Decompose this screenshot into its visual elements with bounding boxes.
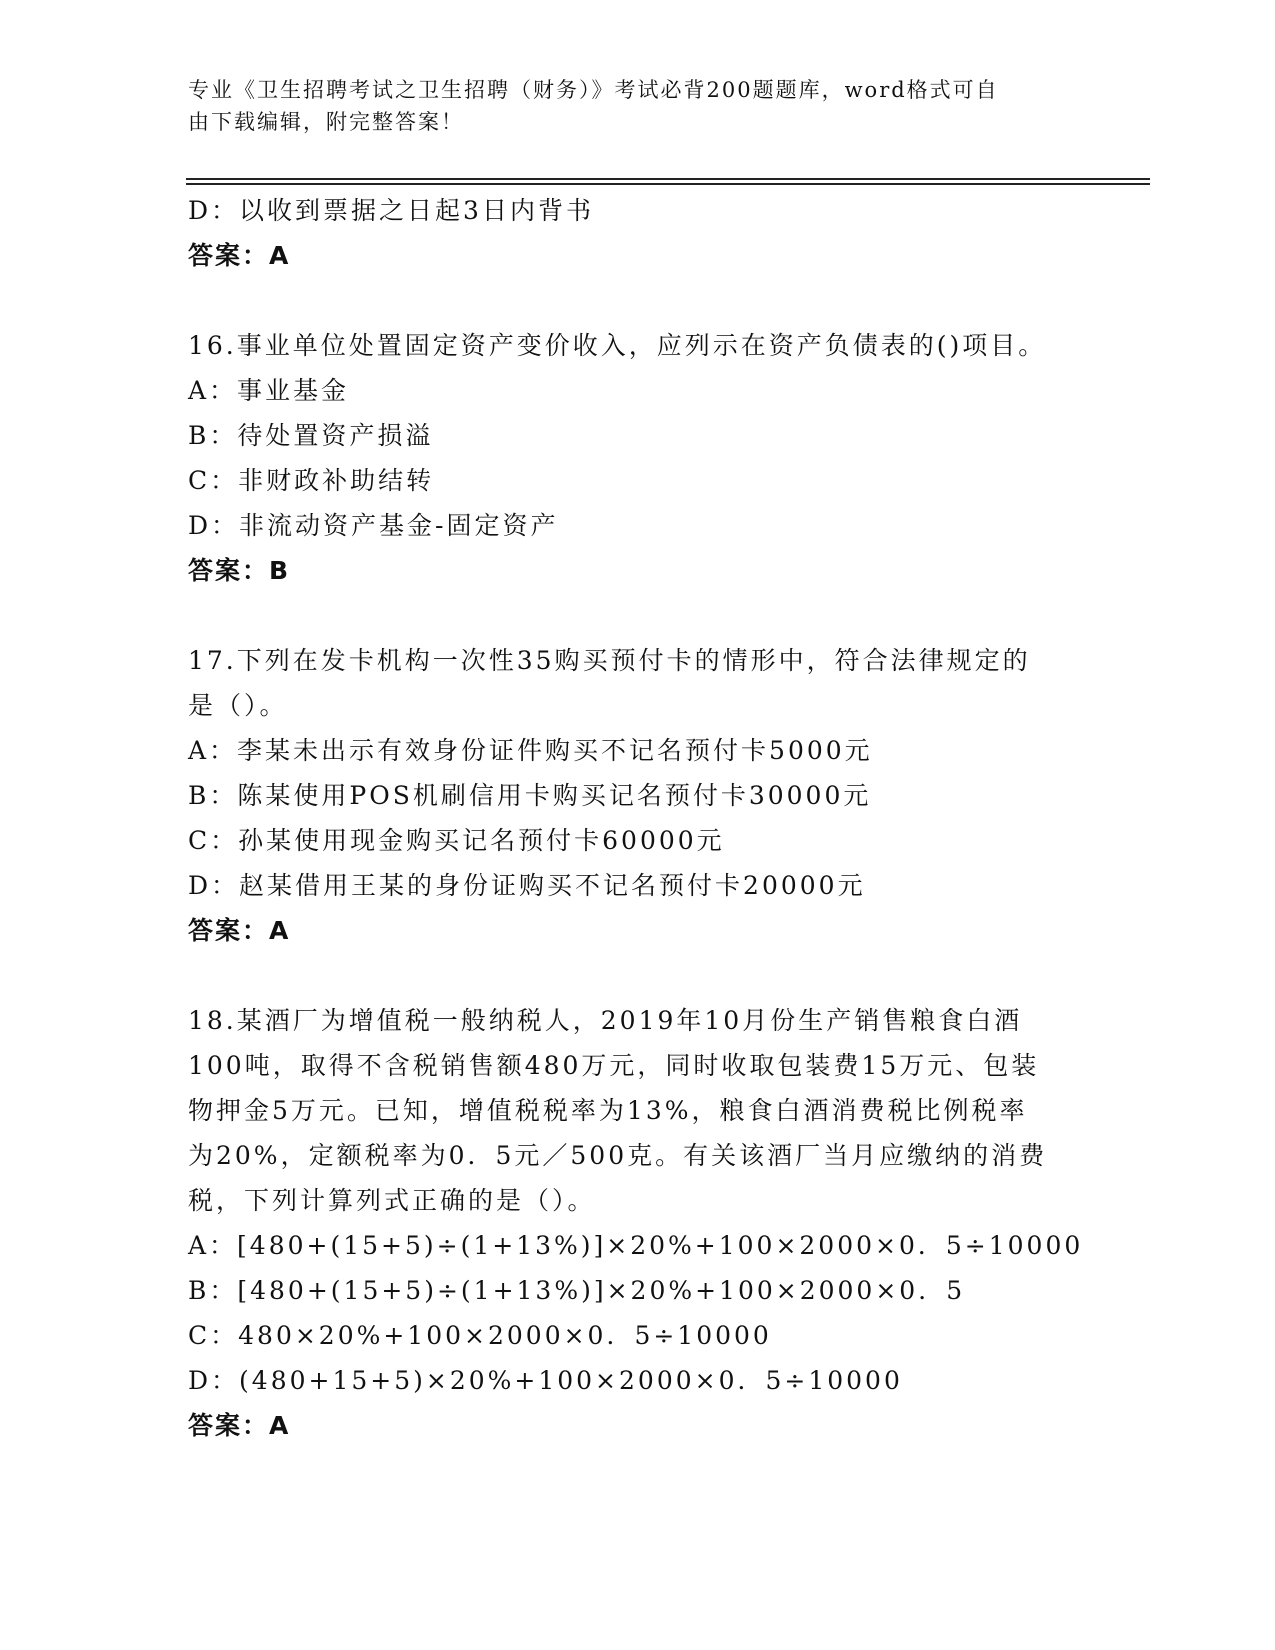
question-17 [188, 638, 1088, 953]
document-header [188, 74, 1068, 138]
option-a: A：事业基金 [188, 376, 350, 405]
question-stem-line-5: 税，下列计算列式正确的是（）。 [188, 1186, 596, 1215]
question-stem-line-1: 18.某酒厂为增值税一般纳税人，2019年10月份生产销售粮食白酒 [188, 1006, 1023, 1035]
option-c: C：孙某使用现金购买记名预付卡60000元 [188, 826, 725, 855]
answer: 答案：A [188, 241, 291, 270]
question-16 [188, 323, 1088, 593]
answer: 答案：B [188, 556, 291, 585]
option-b: B：[480+(15+5)÷(1+13%)]×20%+100×2000×0．5 [188, 1276, 966, 1305]
header-line-1: 专业《卫生招聘考试之卫生招聘（财务）》考试必背200题题库，word格式可自 [188, 78, 999, 102]
question-stem-line-4: 为20%，定额税率为0．5元／500克。有关该酒厂当月应缴纳的消费 [188, 1141, 1048, 1170]
question-18 [188, 998, 1088, 1448]
option-d: D：(480+15+5)×20%+100×2000×0．5÷10000 [188, 1366, 903, 1395]
question-content [188, 188, 1088, 1448]
option-d: D：以收到票据之日起3日内背书 [188, 196, 594, 225]
question-stem: 16.事业单位处置固定资产变价收入，应列示在资产负债表的()项目。 [188, 331, 1047, 360]
option-b: B：待处置资产损溢 [188, 421, 434, 450]
question-stem-line-1: 17.下列在发卡机构一次性35购买预付卡的情形中，符合法律规定的 [188, 646, 1031, 675]
question-stem-line-2: 100吨，取得不含税销售额480万元，同时收取包装费15万元、包装 [188, 1051, 1040, 1080]
previous-question-tail [188, 188, 1088, 278]
question-stem-line-3: 物押金5万元。已知，增值税税率为13%，粮食白酒消费税比例税率 [188, 1096, 1028, 1125]
answer: 答案：A [188, 916, 291, 945]
option-d: D：赵某借用王某的身份证购买不记名预付卡20000元 [188, 871, 866, 900]
option-a: A：[480+(15+5)÷(1+13%)]×20%+100×2000×0．5÷10000 [188, 1231, 1084, 1260]
option-c: C：非财政补助结转 [188, 466, 435, 495]
option-b: B：陈某使用POS机刷信用卡购买记名预付卡30000元 [188, 781, 872, 810]
question-stem-line-2: 是（）。 [188, 691, 288, 720]
option-c: C：480×20%+100×2000×0．5÷10000 [188, 1321, 772, 1350]
spacer [188, 953, 1088, 998]
option-a: A：李某未出示有效身份证件购买不记名预付卡5000元 [188, 736, 873, 765]
header-divider-bottom [186, 183, 1150, 185]
header-line-2: 由下载编辑，附完整答案！ [188, 110, 464, 134]
header-divider-top [186, 178, 1150, 180]
option-d: D：非流动资产基金-固定资产 [188, 511, 559, 540]
spacer [188, 593, 1088, 638]
answer: 答案：A [188, 1411, 291, 1440]
spacer [188, 278, 1088, 323]
